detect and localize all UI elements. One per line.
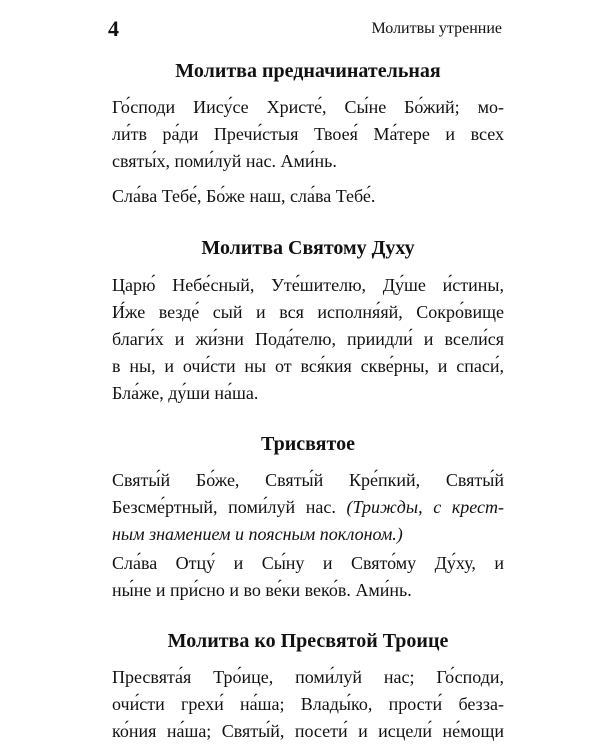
text-run: Безсме́ртный, поми́луй нас. (112, 497, 336, 517)
paragraph (112, 272, 504, 407)
section-title: Трисвятое (261, 433, 355, 455)
page-content (112, 58, 504, 745)
paragraph (112, 94, 504, 175)
section-prayer-preliminary (112, 58, 504, 210)
text-line: Сла́ва Тебе́, Бо́же наш, сла́ва Тебе́. (112, 186, 376, 206)
text-line: ко́ния на́ша; Святы́й, посети́ и исцели́ не́мощи (112, 721, 504, 741)
section-title: Молитва Святому Духу (201, 237, 415, 259)
text-line: Го́споди Иису́се Христе́, Сы́не Бо́жий; мо- (112, 97, 504, 117)
text-line: святы́х, поми́луй нас. Ами́нь. (112, 151, 337, 171)
text-line (112, 494, 504, 521)
text-line: Пресвята́я Тро́ице, поми́луй нас; Го́споди, (112, 667, 504, 687)
rubric-text: ным знамением и поясным поклоном.) (112, 524, 403, 544)
section-prayer-holy-spirit (112, 235, 504, 407)
section-trisagion (112, 431, 504, 604)
paragraph (112, 467, 504, 548)
rubric-text: (Трижды, с крест- (346, 497, 504, 517)
text-line: благи́х и жи́зни Пода́телю, приидли́ и всели́ся (112, 329, 504, 349)
paragraph (112, 550, 504, 604)
text-line: Бла́же, ду́ши на́ша. (112, 383, 259, 403)
text-line: ли́тв ра́ди Пречи́стыя Твоея́ Ма́тере и всех (112, 124, 504, 144)
page-number: 4 (108, 16, 119, 41)
section-title: Молитва предначинательная (175, 60, 441, 82)
running-head (108, 16, 502, 42)
section-title: Молитва ко Пресвятой Троице (167, 630, 449, 652)
paragraph (112, 183, 504, 210)
text-line: Святы́й Бо́же, Святы́й Кре́пкий, Святы́й (112, 470, 504, 490)
text-line: Сла́ва Отцу́ и Сы́ну и Свято́му Ду́ху, и (112, 553, 504, 573)
text-line: И́же везде́ сый и вся исполня́яй, Сокро́вище (112, 302, 504, 322)
text-line: Царю́ Небе́сный, Уте́шителю, Ду́ше и́стины, (112, 275, 504, 295)
text-line: очи́сти грехи́ на́ша; Влады́ко, прости́ безза- (112, 694, 504, 714)
text-line: в ны, и очи́сти ны от вся́кия скве́рны, и спаси́, (112, 356, 504, 376)
running-head-title: Молитвы утренние (371, 20, 502, 37)
section-prayer-holy-trinity (112, 628, 504, 745)
paragraph (112, 664, 504, 745)
text-line: ны́не и при́сно и во ве́ки веко́в. Ами́нь. (112, 580, 412, 600)
